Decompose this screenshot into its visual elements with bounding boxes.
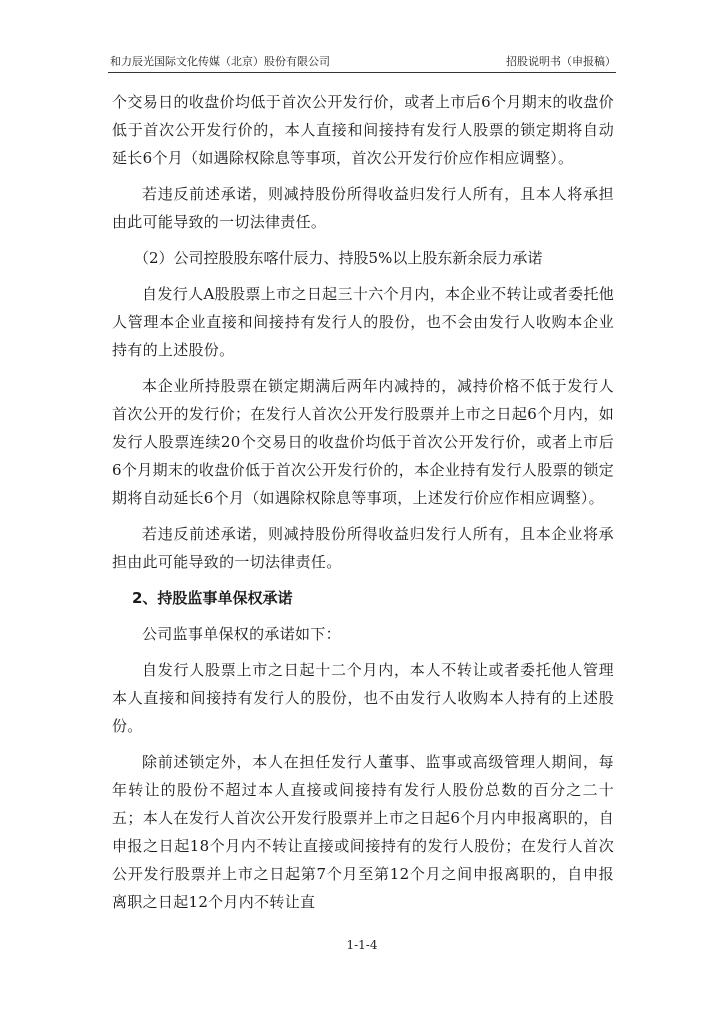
subheading-controlling-shareholder: （2）公司控股股东喀什辰力、持股5%以上股东新余辰力承诺 (134, 249, 543, 267)
paragraph-lockup-extension: 个交易日的收盘价均低于首次公开发行价，或者上市后6个月期末的收盘价低于首次公开发行价的，本人直接和间接持有发行人股票的锁定期将自动延长6个月（如遇除权除息等事项，首次公开发行价应作相应调整）。 (112, 93, 614, 167)
paragraph-reduction-price: 本企业所持股票在锁定期满后两年内减持的，减持价格不低于发行人首次公开的发行价；在发行人首次公开发行股票并上市之日起6个月内，如发行人股票连续20个交易日的收盘价均低于首次公开发行价，或者上市后6个月期末的收盘价低于首次公开发行价的，本企业持有发行人股票的锁定期将自动延长6个月（如遇除权除息等事项，上述发行价应作相应调整）。 (112, 377, 614, 507)
paragraph-liability: 若违反前述承诺，则减持股份所得收益归发行人所有，且本人将承担由此可能导致的一切法律责任。 (112, 185, 614, 231)
paragraph-36-month-lockup: 自发行人A股股票上市之日起三十六个月内，本企业不转让或者委托他人管理本企业直接和间接持有发行人的股份，也不会由发行人收购本企业持有的上述股份。 (112, 285, 614, 359)
page-header (108, 50, 616, 73)
header-company-name: 和力辰光国际文化传媒（北京）股份有限公司 (110, 55, 330, 68)
paragraph-12-month-lockup: 自发行人股票上市之日起十二个月内，本人不转让或者委托他人管理本人直接和间接持有发行人的股份，也不由发行人收购本人持有的上述股份。 (112, 661, 614, 735)
page-number: 1-1-4 (346, 938, 378, 952)
section-heading-supervisor-commitment: 2、持股监事单保权承诺 (132, 589, 293, 607)
header-document-title: 招股说明书（申报稿） (506, 55, 616, 68)
paragraph-supervisor-intro: 公司监事单保权的承诺如下： (142, 625, 341, 643)
paragraph-enterprise-liability: 若违反前述承诺，则减持股份所得收益归发行人所有，且本企业将承担由此可能导致的一切法律责任。 (112, 525, 614, 571)
paragraph-transfer-limits: 除前述锁定外，本人在担任发行人董事、监事或高级管理人期间，每年转让的股份不超过本人直接或间接持有发行人股份总数的百分之二十五；本人在发行人首次公开发行股票并上市之日起6个月内申报离职的，自申报之日起18个月内不转让直接或间接持有的发行人股份；在发行人首次公开发行股票并上市之日起第7个月至第12个月之间申报离职的，自申报离职之日起12个月内不转让直 (112, 753, 614, 911)
document-body (112, 88, 614, 924)
